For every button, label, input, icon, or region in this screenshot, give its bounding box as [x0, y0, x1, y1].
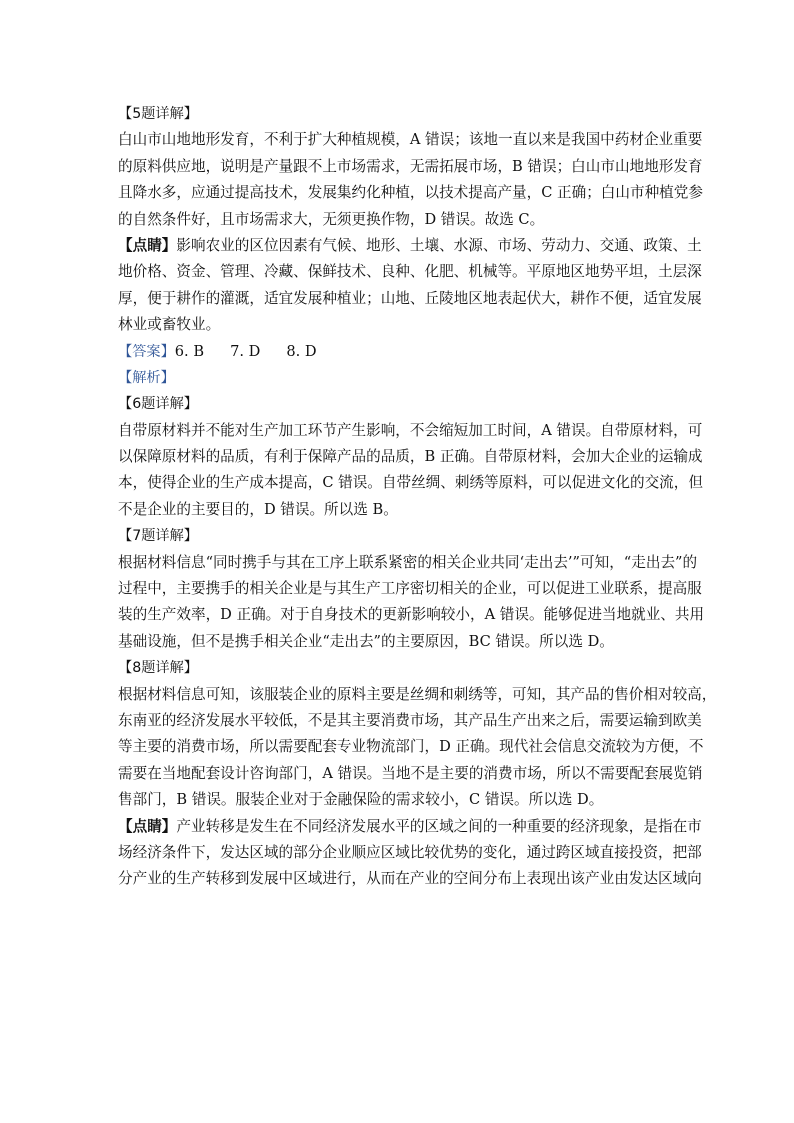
section7-line: 过程中，主要携手的相关企业是与其生产工序密切相关的企业，可以促进工业联系，提高服 — [118, 580, 702, 598]
section6-heading: 【6题详解】 — [118, 396, 198, 413]
section6-line: 以保障原材料的品质，有利于保障产品的品质，B 正确。自带原材料，会加大企业的运输成 — [118, 448, 703, 466]
document-page — [118, 101, 717, 893]
section6-line: 不是企业的主要目的，D 错误。所以选 B。 — [118, 500, 398, 518]
section5-heading: 【5题详解】 — [118, 106, 198, 122]
section8-line: 需要在当地配套设计咨询部门，A 错误。当地不是主要的消费市场，所以不需要配套展览销 — [118, 764, 703, 782]
section5-line: 且降水多，应通过提高技术，发展集约化种植，以技术提高产量，C 正确；白山市种植党参 — [118, 184, 703, 202]
point2-line: 场经济条件下，发达区域的部分企业顺应区域比较优势的变化，通过跨区域直接投资，把部 — [118, 843, 702, 861]
section8-heading: 【8题详解】 — [118, 660, 198, 677]
section7-heading: 【7题详解】 — [118, 528, 198, 545]
section8-line: 等主要的消费市场，所以需要配套专业物流部门，D 正确。现代社会信息交流较为方便，不 — [118, 738, 704, 756]
point1-label: 【点睛】 — [118, 236, 177, 254]
point1-line: 厚，便于耕作的灌溉，适宜发展种植业；山地、丘陵地区地表起伏大，耕作不便，适宜发展 — [118, 289, 702, 307]
analysis-label: 【解析】 — [118, 369, 175, 386]
answer-label: 【答案】 — [118, 343, 175, 360]
point1-line: 林业或畜牧业。 — [118, 316, 221, 334]
point2-text: 产业转移是发生在不同经济发展水平的区域之间的一种重要的经济现象，是指在市 — [176, 817, 702, 835]
section5-line: 的自然条件好，且市场需求大，无须更换作物，D 错误。故选 C。 — [118, 210, 545, 228]
point1-text: 影响农业的区位因素有气候、地形、土壤、水源、市场、劳动力、交通、政策、土 — [176, 236, 702, 254]
point1-first-line — [118, 233, 702, 259]
answer-line — [118, 339, 678, 365]
point1-line: 地价格、资金、管理、冷藏、保鲜技术、良种、化肥、机械等。平原地区地势平坦，土层深 — [118, 263, 702, 281]
section8-line: 东南亚的经济发展水平较低，不是其主要消费市场，其产品生产出来之后，需要运输到欧美 — [118, 711, 702, 729]
section6-line: 自带原材料并不能对生产加工环节产生影响，不会缩短加工时间，A 错误。自带原材料，可 — [118, 421, 703, 439]
answer-item-7: 7. D — [230, 342, 261, 360]
section5-line: 白山市山地地形发育，不利于扩大种植规模，A 错误；该地一直以来是我国中药材企业重要 — [118, 131, 703, 149]
answer-item-6: 6. B — [174, 342, 205, 360]
section8-line: 根据材料信息可知，该服装企业的原料主要是丝绸和刺绣等，可知，其产品的售价相对较高， — [118, 685, 717, 703]
section7-line: 基础设施，但不是携手相关企业“走出去”的主要原因，BC 错误。所以选 D。 — [118, 632, 614, 650]
section7-line: 根据材料信息“同时携手与其在工序上联系紧密的相关企业共同‘走出去’”可知，“走出去”的 — [118, 553, 698, 571]
point2-first-line — [118, 814, 702, 840]
section6-line: 本，使得企业的生产成本提高，C 错误。自带丝绸、刺绣等原料，可以促进文化的交流，但 — [118, 474, 703, 492]
point2-line: 分产业的生产转移到发展中区域进行，从而在产业的空间分布上表现出该产业由发达区域向 — [118, 870, 702, 888]
section8-line: 售部门，B 错误。服装企业对于金融保险的需求较小，C 错误。所以选 D。 — [118, 791, 604, 809]
section5-line: 的原料供应地，说明是产量跟不上市场需求，无需拓展市场，B 错误；白山市山地地形发育 — [118, 157, 703, 175]
section7-line: 装的生产效率，D 正确。对于自身技术的更新影响较小，A 错误。能够促进当地就业、共用 — [118, 606, 705, 624]
point2-label: 【点睛】 — [118, 817, 177, 835]
answer-item-8: 8. D — [286, 342, 317, 360]
